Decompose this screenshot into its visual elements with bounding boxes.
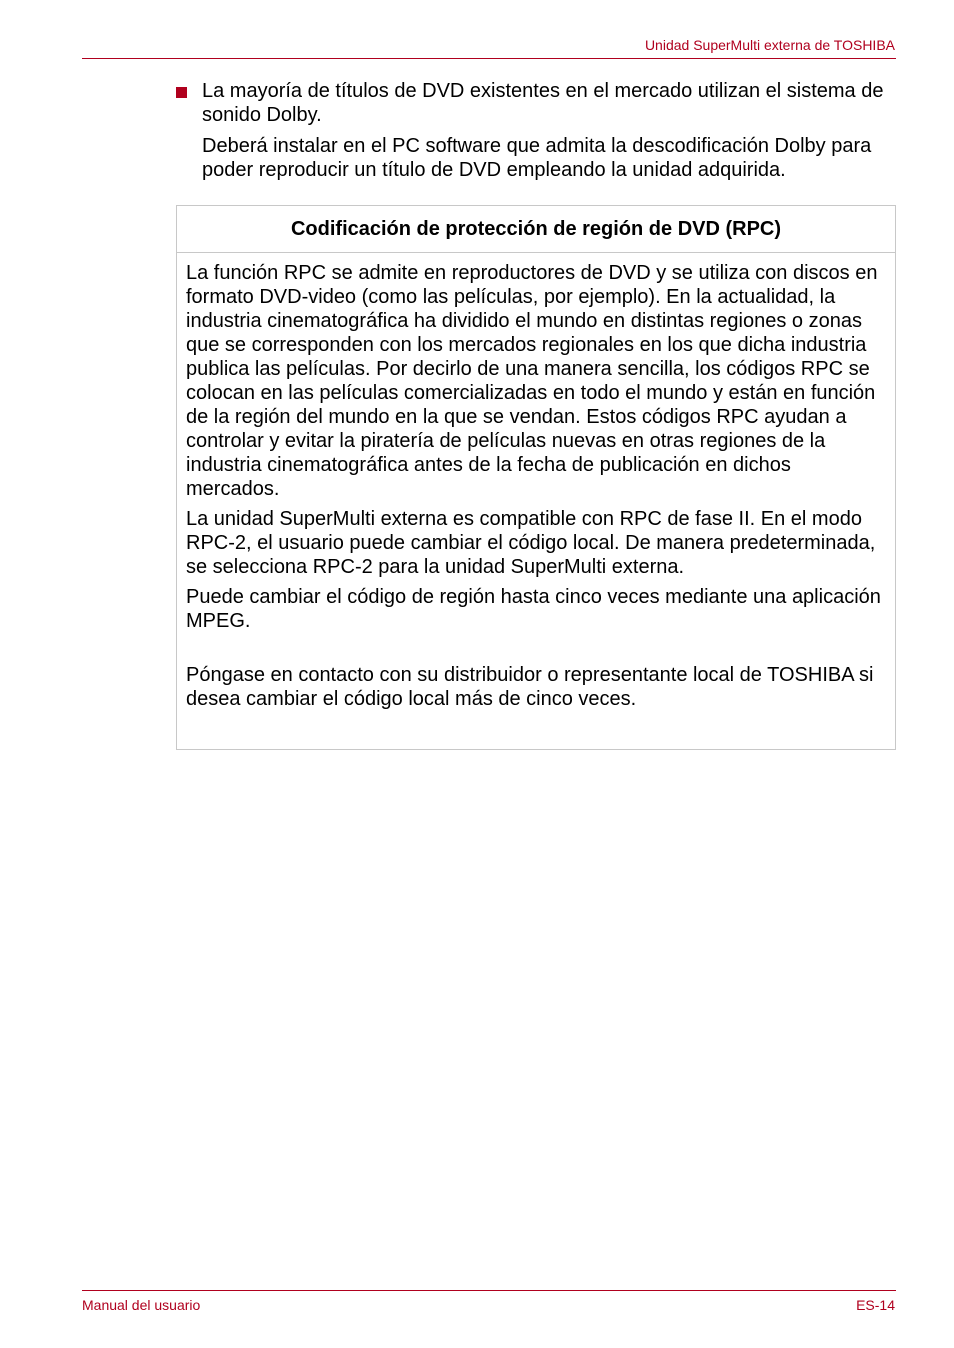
rpc-paragraph: Póngase en contacto con su distribuidor o representante local de TOSHIBA si desea cambiar el código local más de cinco veces.	[186, 664, 874, 710]
rpc-paragraph: La unidad SuperMulti externa es compatible con RPC de fase II. En el modo RPC-2, el usuario puede cambiar el código local. De manera predeterminada, se selecciona RPC-2 para la unidad SuperMulti externa.	[186, 508, 876, 578]
footer-manual-label: Manual del usuario	[82, 1297, 201, 1313]
running-header: Unidad SuperMulti externa de TOSHIBA	[644, 37, 895, 53]
paragraph-spacer	[186, 639, 886, 663]
page-number: ES-14	[856, 1297, 895, 1313]
rpc-info-box	[176, 205, 896, 750]
rpc-paragraph: La función RPC se admite en reproductores de DVD y se utiliza con discos en formato DVD-video (como las películas, por ejemplo). En la actualidad, la industria cinematográfica ha dividido el mundo en distintas regiones o zonas que se corresponden con los mercados regionales en los que dicha industria publica las películas. Por decirlo de una manera sencilla, los códigos RPC se colocan en las películas comercializadas en todo el mundo y están en función de la región del mundo en la que se vendan. Estos códigos RPC ayudan a controlar y evitar la piratería de películas nuevas en otras regiones de la industria cinematográfica antes de la fecha de publicación en dichos mercados.	[186, 262, 878, 500]
bullet-paragraph: Deberá instalar en el PC software que admita la descodificación Dolby para poder reproducir un título de DVD empleando la unidad adquirida.	[202, 135, 872, 181]
rpc-box-body	[177, 253, 895, 711]
square-bullet-icon	[176, 87, 187, 98]
bullet-item	[176, 79, 906, 182]
bullet-paragraph: La mayoría de títulos de DVD existentes en el mercado utilizan el sistema de sonido Dolby.	[202, 80, 884, 126]
bullet-text	[202, 79, 906, 182]
rpc-box-title: Codificación de protección de región de DVD (RPC)	[177, 206, 895, 253]
rpc-paragraph: Puede cambiar el código de región hasta cinco veces mediante una aplicación MPEG.	[186, 586, 881, 632]
header-divider	[82, 58, 896, 59]
footer-divider	[82, 1290, 896, 1291]
